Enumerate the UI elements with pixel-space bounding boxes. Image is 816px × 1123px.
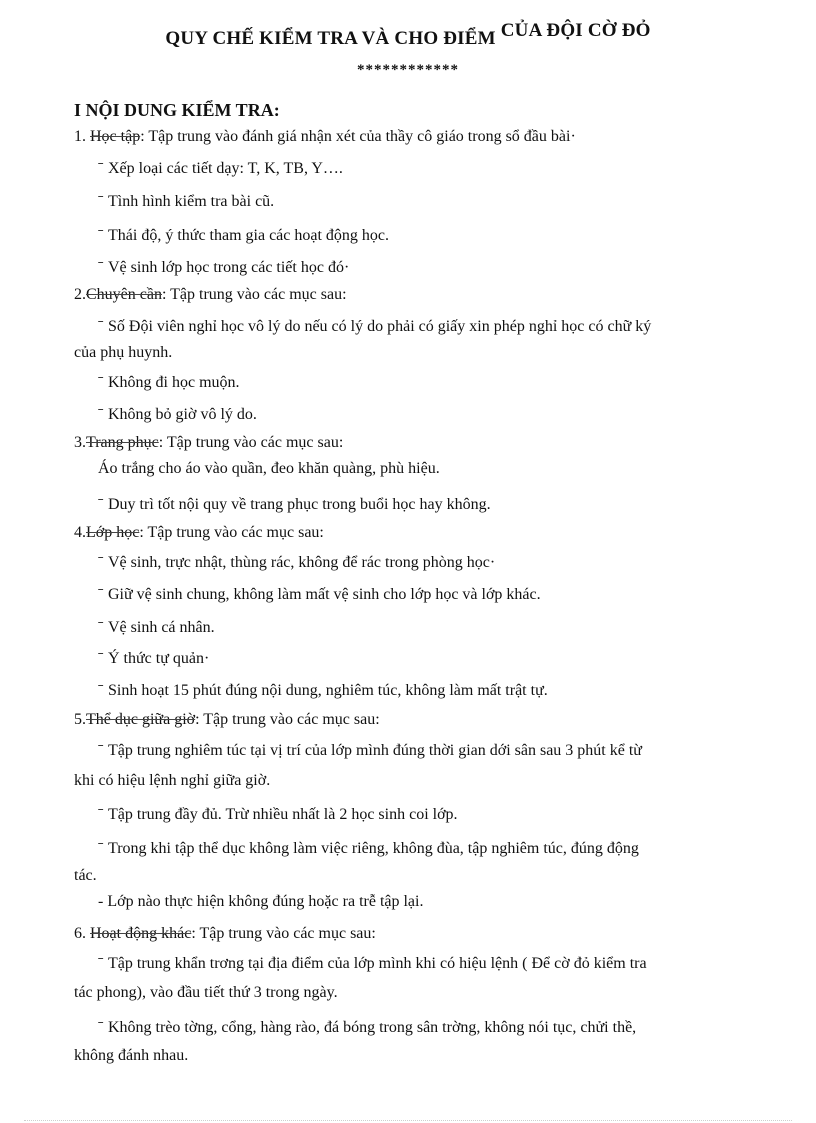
title-main: QUY CHẾ KIỂM TRA VÀ CHO ĐIỂM	[165, 28, 496, 49]
list-item: ˉ Giữ vệ sinh chung, không làm mất vệ sinh cho lớp học và lớp khác.	[98, 586, 541, 603]
list-item-continuation: không đánh nhau.	[74, 1047, 189, 1064]
title-suffix: CỦA ĐỘI CỜ ĐỎ	[500, 20, 651, 41]
list-item: - Lớp nào thực hiện không đúng hoặc ra trễ tập lại.	[98, 893, 424, 910]
section-name: Lớp học	[86, 524, 140, 541]
list-item: ˉ Vệ sinh lớp học trong các tiết học đó·	[98, 259, 350, 276]
page-bottom-divider	[24, 1120, 792, 1121]
section-heading: I NỘI DUNG KIỂM TRA:	[74, 100, 280, 120]
list-item: ˉ Vệ sinh cá nhân.	[98, 619, 215, 636]
section-number: 4.	[74, 524, 86, 541]
section-number: 6.	[74, 925, 90, 942]
section-1-title	[74, 128, 576, 146]
section-name: Chuyên cần	[86, 286, 162, 303]
section-name: Học tập	[90, 128, 141, 145]
section-name: Trang phục	[86, 434, 159, 451]
list-item: ˉ Tình hình kiểm tra bài cũ.	[98, 193, 275, 210]
list-item: ˉ Trong khi tập thể dục không làm việc riêng, không đùa, tập nghiêm túc, đúng động	[98, 840, 639, 857]
section-number: 5.	[74, 711, 86, 728]
section-number: 3.	[74, 434, 86, 451]
section-intro: : Tập trung vào các mục sau:	[139, 524, 324, 541]
section-2-title	[74, 286, 347, 304]
list-item: ˉ Vệ sinh, trực nhật, thùng rác, không để rác trong phòng học·	[98, 554, 496, 571]
list-item: ˉ Không trèo tờng, cổng, hàng rào, đá bóng trong sân trờng, không nói tục, chửi thề,	[98, 1019, 637, 1036]
section-name: Thể dục giữa giờ	[86, 711, 196, 728]
list-item: ˉ Không đi học muộn.	[98, 374, 240, 391]
section-intro: : Tập trung vào đánh giá nhận xét của thầy cô giáo trong sổ đầu bài·	[140, 128, 576, 145]
list-item: Áo trắng cho áo vào quần, đeo khăn quàng, phù hiệu.	[98, 460, 440, 477]
list-item: ˉ Xếp loại các tiết dạy: T, K, TB, Y….	[98, 160, 343, 177]
section-number: 2.	[74, 286, 86, 303]
list-item: ˉ Thái độ, ý thức tham gia các hoạt động học.	[98, 227, 390, 244]
title-separator: ************	[357, 62, 459, 78]
list-item: ˉ Tập trung nghiêm túc tại vị trí của lớp mình đúng thời gian dới sân sau 3 phút kể từ	[98, 742, 642, 759]
list-item: ˉ Tập trung khẩn trơng tại địa điểm của lớp mình khi có hiệu lệnh ( Để cờ đỏ kiểm tra	[98, 955, 647, 972]
document-title	[0, 20, 816, 50]
section-5-title	[74, 711, 380, 729]
section-number: 1.	[74, 128, 90, 145]
section-intro: : Tập trung vào các mục sau:	[191, 925, 376, 942]
list-item: ˉ Duy trì tốt nội quy về trang phục trong buổi học hay không.	[98, 496, 491, 513]
list-item-continuation: tác phong), vào đầu tiết thứ 3 trong ngày.	[74, 984, 338, 1001]
list-item-continuation: của phụ huynh.	[74, 344, 173, 361]
section-intro: : Tập trung vào các mục sau:	[195, 711, 380, 728]
section-6-title	[74, 925, 376, 943]
list-item: ˉ Số Đội viên nghỉ học vô lý do nếu có lý do phải có giấy xin phép nghỉ học có chữ ký	[98, 318, 652, 335]
list-item-continuation: khi có hiệu lệnh nghỉ giữa giờ.	[74, 772, 271, 789]
section-4-title	[74, 524, 324, 542]
section-intro: : Tập trung vào các mục sau:	[161, 286, 347, 303]
list-item: ˉ Tập trung đầy đủ. Trừ nhiều nhất là 2 học sinh coi lớp.	[98, 806, 458, 823]
section-3-title	[74, 434, 343, 452]
section-intro: : Tập trung vào các mục sau:	[158, 434, 344, 451]
list-item-continuation: tác.	[74, 867, 97, 884]
list-item: ˉ Sinh hoạt 15 phút đúng nội dung, nghiêm túc, không làm mất trật tự.	[98, 682, 548, 699]
list-item: ˉ Ý thức tự quản·	[98, 650, 210, 667]
list-item: ˉ Không bỏ giờ vô lý do.	[98, 406, 257, 423]
section-name: Hoạt động khác	[90, 925, 192, 942]
